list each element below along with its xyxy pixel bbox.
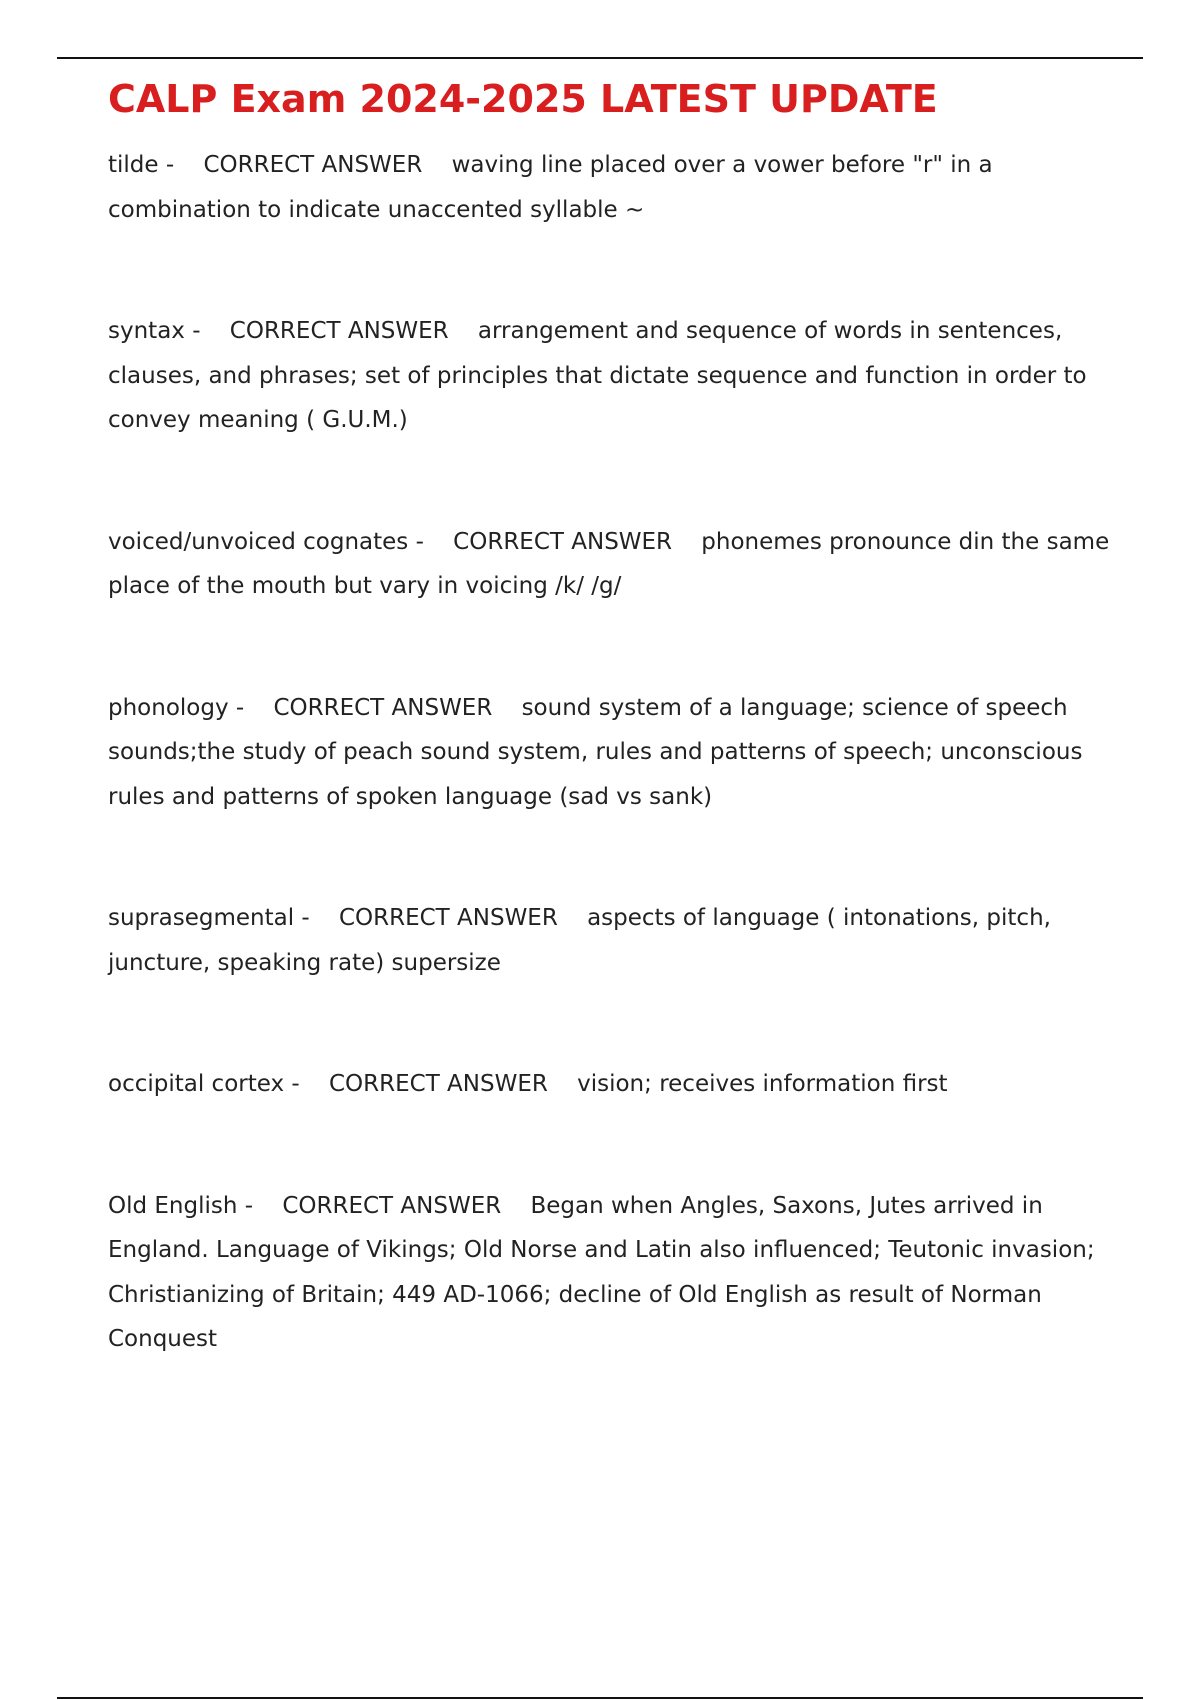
top-divider: [57, 57, 1143, 59]
entry-separator: -: [158, 152, 175, 178]
entry-definition: sound system of a language; science of speech sounds;the study of peach sound system, rules and patterns of speech; unconscious rules and patterns of spoken language (sad vs sank): [108, 694, 1083, 810]
entry-term: occipital cortex: [108, 1071, 285, 1097]
entry-definition: vision; receives information first: [577, 1071, 948, 1097]
entry-term: voiced/unvoiced cognates: [108, 528, 409, 555]
entry-definition: phonemes pronounce din the same place of the mouth but vary in voicing /k/ /g/: [108, 528, 1110, 599]
flashcard-entry: [108, 143, 1138, 232]
entry-separator: -: [284, 1071, 300, 1097]
flashcard-entry: [108, 896, 1138, 985]
page-title: CALP Exam 2024-2025 LATEST UPDATE: [108, 77, 938, 121]
correct-answer-label: CORRECT ANSWER: [229, 318, 449, 344]
flashcard-entry: [108, 520, 1138, 609]
entry-separator: -: [294, 905, 310, 931]
correct-answer-label: CORRECT ANSWER: [273, 694, 493, 721]
correct-answer-label: CORRECT ANSWER: [453, 528, 673, 555]
entry-term: syntax: [108, 318, 185, 344]
entry-definition: Began when Angles, Saxons, Jutes arrived in England. Language of Vikings; Old Norse and Latin also influenced; Teutonic invasion; Christianizing of Britain; 449 AD-1066; decline of Old English as result of Norman Conquest: [108, 1192, 1095, 1352]
flashcard-entry: [108, 686, 1138, 820]
entry-definition: aspects of language ( intonations, pitch, juncture, speaking rate) supersize: [108, 905, 1051, 976]
entry-separator: -: [228, 694, 245, 721]
correct-answer-label: CORRECT ANSWER: [203, 152, 423, 178]
entry-term: tilde: [108, 152, 159, 178]
bottom-divider: [57, 1697, 1143, 1699]
entry-separator: -: [408, 528, 424, 555]
entry-separator: -: [237, 1192, 254, 1219]
flashcard-entry: [108, 1062, 1138, 1107]
flashcard-entry: [108, 309, 1138, 443]
flashcard-entry: [108, 1184, 1138, 1362]
correct-answer-label: CORRECT ANSWER: [282, 1192, 502, 1219]
entry-term: Old English: [108, 1192, 238, 1219]
entry-term: suprasegmental: [108, 905, 295, 931]
entry-term: phonology: [108, 694, 229, 721]
correct-answer-label: CORRECT ANSWER: [328, 1071, 548, 1097]
correct-answer-label: CORRECT ANSWER: [338, 905, 558, 931]
entry-definition: waving line placed over a vower before "r" in a combination to indicate unaccented syllable ~: [108, 152, 993, 223]
document-body: [108, 76, 1138, 1362]
entry-separator: -: [184, 318, 201, 344]
entry-definition: arrangement and sequence of words in sentences, clauses, and phrases; set of principles that dictate sequence and function in order to convey meaning ( G.U.M.): [108, 318, 1087, 433]
